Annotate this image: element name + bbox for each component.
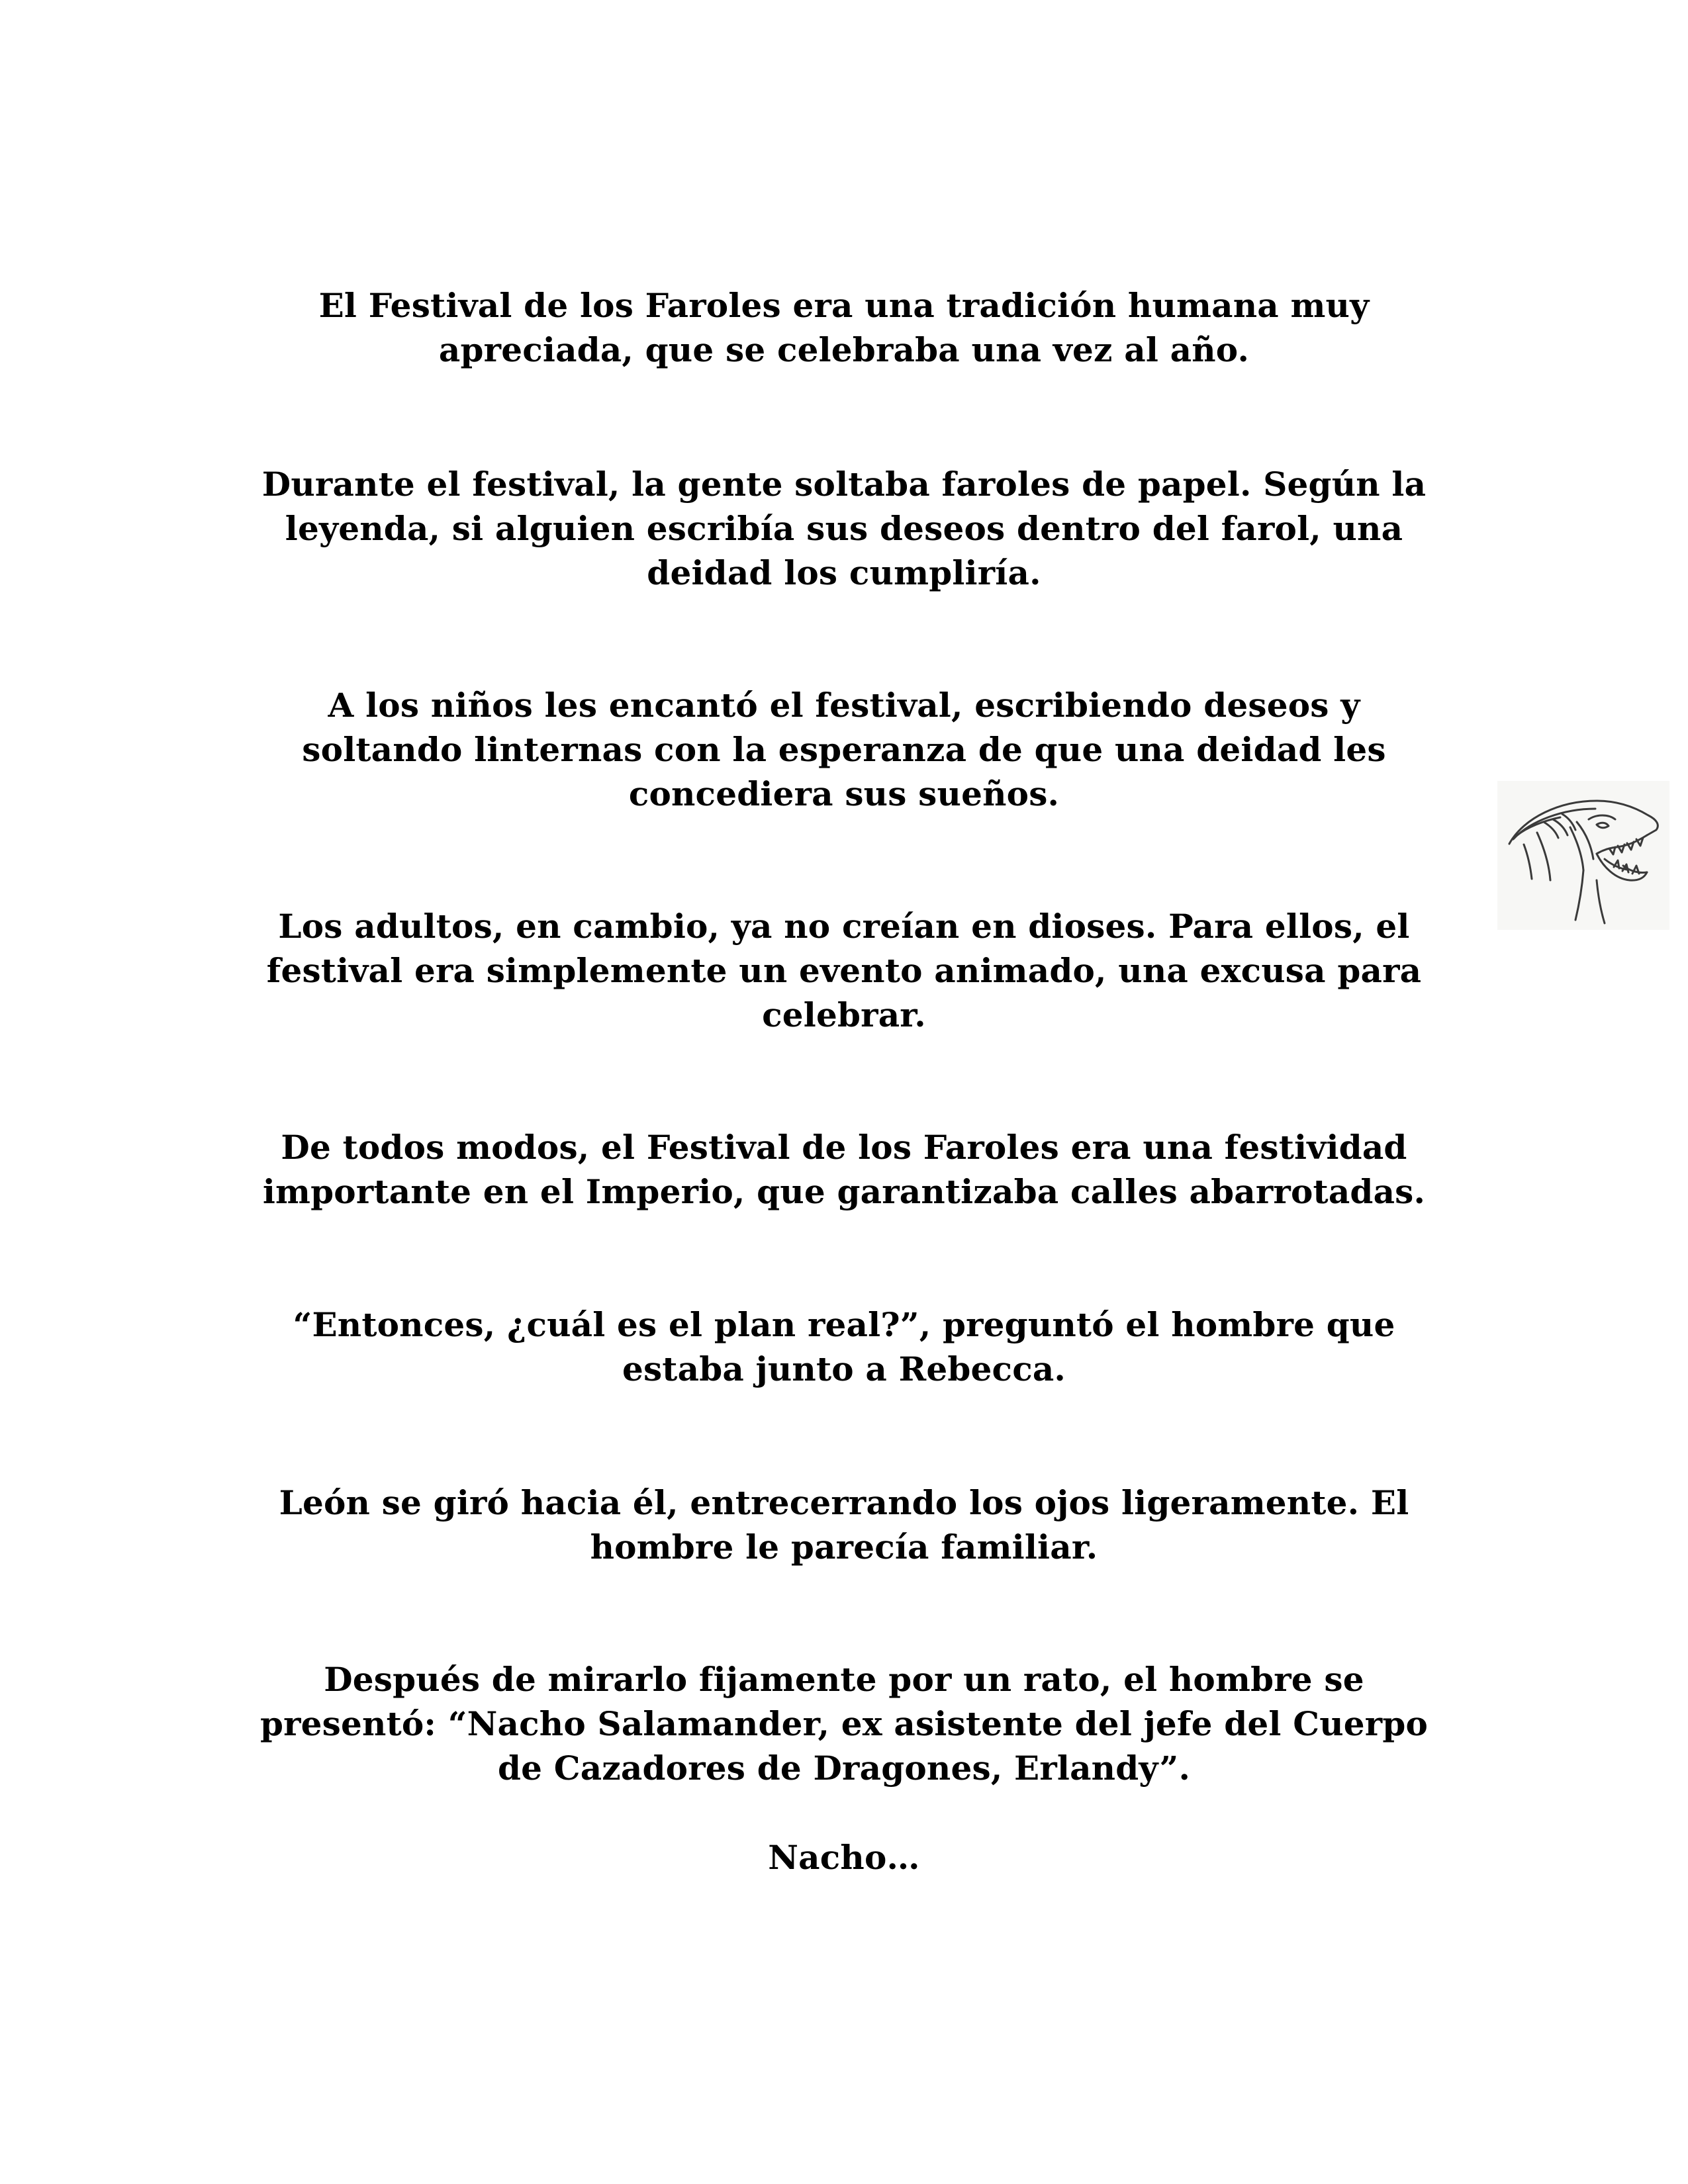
paragraph-1: El Festival de los Faroles era una tradición humana muy apreciada, que se celebraba una vez al año. — [318, 286, 1370, 369]
paragraph-2: Durante el festival, la gente soltaba faroles de papel. Según la leyenda, si alguien escribía sus deseos dentro del farol, una deidad los cumpliría. — [261, 465, 1427, 592]
paragraph-7: León se giró hacia él, entrecerrando los ojos ligeramente. El hombre le parecía familiar. — [279, 1483, 1409, 1567]
paragraph-6: “Entonces, ¿cuál es el plan real?”, preguntó el hombre que estaba junto a Rebecca. — [293, 1305, 1395, 1388]
paragraph-8: Después de mirarlo fijamente por un rato, el hombre se presentó: “Nacho Salamander, ex asistente del jefe del Cuerpo de Cazadores de Dragones, Erlandy”. — [259, 1660, 1429, 1788]
paragraph-5: De todos modos, el Festival de los Faroles era una festividad importante en el Imperio, que garantizaba calles abarrotadas. — [262, 1128, 1426, 1211]
paragraph-9: Nacho… — [768, 1838, 920, 1877]
dinosaur-head-sketch-icon — [1497, 781, 1669, 930]
paragraph-3: A los niños les encantó el festival, escribiendo deseos y soltando linternas con la esperanza de que una deidad les concediera sus sueños. — [302, 686, 1386, 813]
paragraph-4: Los adultos, en cambio, ya no creían en dioses. Para ellos, el festival era simplemente un evento animado, una excusa para celebrar. — [266, 907, 1422, 1034]
